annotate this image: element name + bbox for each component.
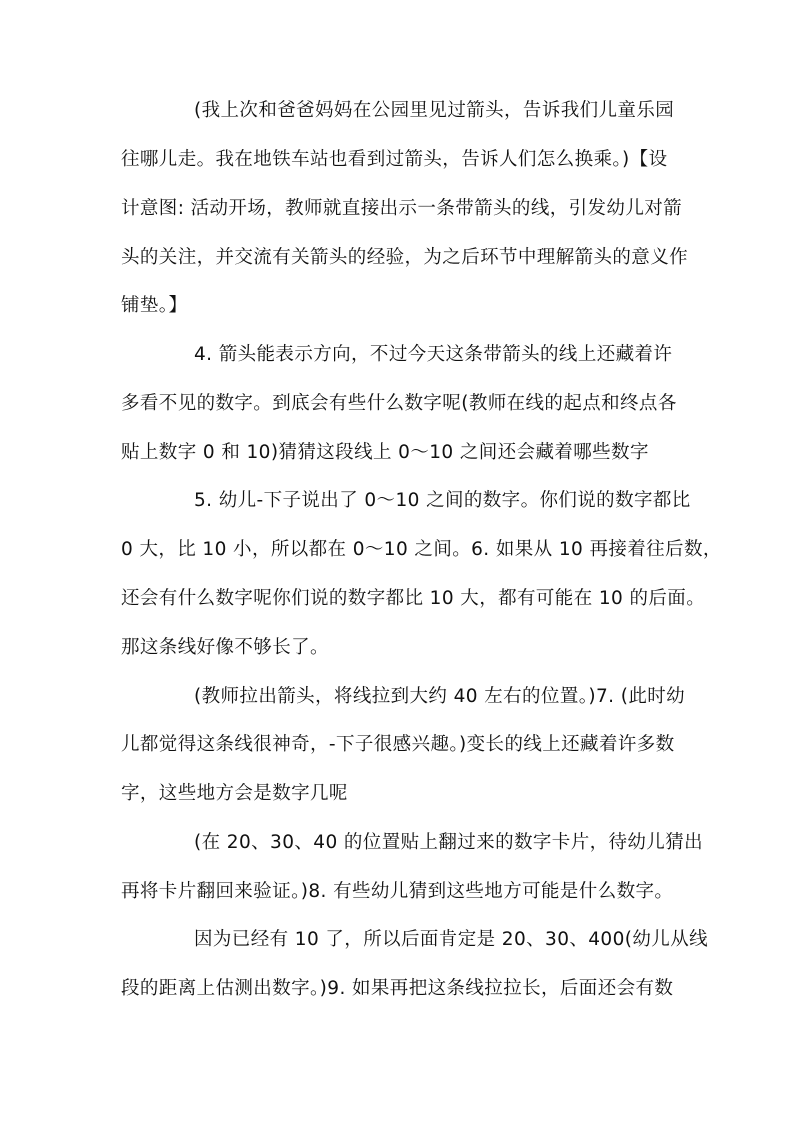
- text-line: 0 大，比 10 小，所以都在 0～10 之间。6. 如果从 10 再接着往后数，: [121, 539, 722, 560]
- text-line: 头的关注，并交流有关箭头的经验，为之后环节中理解箭头的意义作: [121, 247, 689, 268]
- text-line: 5. 幼儿-下子说出了 0～10 之间的数字。你们说的数字都比: [194, 490, 691, 511]
- text-line: 那这条线好像不够长了。: [121, 637, 329, 658]
- text-line: 多看不见的数字。到底会有些什么数字呢(教师在线的起点和终点各: [121, 393, 677, 414]
- text-line: 计意图: 活动开场，教师就直接出示一条带箭头的线，引发幼儿对箭: [121, 198, 683, 219]
- text-line: 因为已经有 10 了，所以后面肯定是 20、30、400(幼儿从线: [194, 929, 708, 950]
- text-line: 铺垫。】: [121, 295, 188, 316]
- text-line: 往哪儿走。我在地铁车站也看到过箭头，告诉人们怎么换乘。)【设: [121, 149, 668, 170]
- text-line: 字，这些地方会是数字几呢: [121, 783, 348, 804]
- text-line: 贴上数字 0 和 10)猜猜这段线上 0～10 之间还会藏着哪些数字: [121, 442, 649, 463]
- text-line: (教师拉出箭头，将线拉到大约 40 左右的位置。)7. (此时幼: [194, 686, 686, 707]
- text-line: (在 20、30、40 的位置贴上翻过来的数字卡片，待幼儿猜出: [194, 832, 704, 853]
- text-line: 再将卡片翻回来验证。)8. 有些幼儿猜到这些地方可能是什么数字。: [121, 881, 674, 902]
- text-line: 还会有什么数字呢你们说的数字都比 10 大，都有可能在 10 的后面。: [121, 588, 706, 609]
- text-line: 段的距离上估测出数字。)9. 如果再把这条线拉拉长，后面还会有数: [121, 978, 674, 999]
- text-line: 4. 箭头能表示方向，不过今天这条带箭头的线上还藏着许: [194, 344, 673, 365]
- text-line: (我上次和爸爸妈妈在公园里见过箭头，告诉我们儿童乐园: [194, 100, 675, 121]
- text-line: 儿都觉得这条线很神奇，-下子很感兴趣。)变长的线上还藏着许多数: [121, 734, 675, 755]
